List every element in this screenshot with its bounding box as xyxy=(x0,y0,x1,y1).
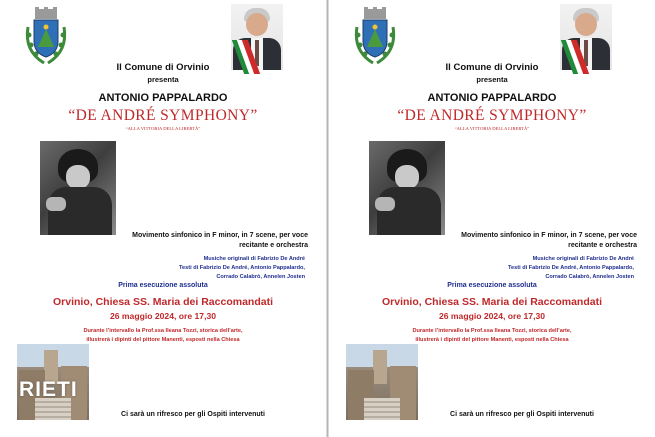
credits xyxy=(429,255,634,282)
show-subtitle: “ALLA VITTORIA DELLA LIBERTÀ” xyxy=(125,126,201,131)
intermission-line: illustrerà i dipinti del pittore Manenti, esposti nella Chiesa xyxy=(415,337,569,343)
credits-line: Corrado Calabrò, Annelen Josten xyxy=(216,274,305,280)
flyer-page-left xyxy=(0,0,326,437)
credits-line: Testi di Fabrizio De André, Antonio Pappalardo, xyxy=(179,265,305,271)
show-title: “DE ANDRÉ SYMPHONY” xyxy=(68,107,258,124)
credits-line: Corrado Calabrò, Annelen Josten xyxy=(545,274,634,280)
flyer-page-right xyxy=(329,0,655,437)
credits xyxy=(100,255,305,282)
intermission-note xyxy=(369,327,615,345)
presents-line: presenta xyxy=(147,75,179,84)
refreshment-note: Ci sarà un rifresco per gli Ospiti intervenuti xyxy=(450,411,594,418)
credits-line: Musiche originali di Fabrizio De André xyxy=(532,256,634,262)
venue: Orvinio, Chiesa SS. Maria dei Raccomandati xyxy=(382,296,602,308)
refreshment-note: Ci sarà un rifresco per gli Ospiti intervenuti xyxy=(121,411,265,418)
intermission-line: Durante l’intervallo la Prof.ssa Ileana Tozzi, storica dell’arte, xyxy=(412,328,572,334)
credits-line: Testi di Fabrizio De André, Antonio Pappalardo, xyxy=(508,265,634,271)
town-photo xyxy=(17,344,89,420)
intermission-line: Durante l’intervallo la Prof.ssa Ileana Tozzi, storica dell’arte, xyxy=(83,328,243,334)
presents-line: presenta xyxy=(476,75,508,84)
organizer-line: Il Comune di Orvinio xyxy=(116,62,210,73)
show-title: “DE ANDRÉ SYMPHONY” xyxy=(397,107,587,124)
intermission-note xyxy=(40,327,286,345)
work-description: Movimento sinfonico in F minor, in 7 scene, per voce recitante e orchestra xyxy=(461,232,637,249)
singer-photo xyxy=(40,141,116,235)
premiere-note: Prima esecuzione assoluta xyxy=(447,282,537,289)
event-date: 26 maggio 2024, ore 17,30 xyxy=(438,311,546,321)
intermission-line: illustrerà i dipinti del pittore Manenti, esposti nella Chiesa xyxy=(86,337,240,343)
town-photo xyxy=(346,344,418,420)
event-date: 26 maggio 2024, ore 17,30 xyxy=(109,311,217,321)
municipal-crest-icon xyxy=(22,7,70,67)
mayor-portrait xyxy=(560,4,612,70)
town-photo-caption: RIETI xyxy=(19,378,78,401)
singer-photo xyxy=(369,141,445,235)
premiere-note: Prima esecuzione assoluta xyxy=(118,282,208,289)
artist-name: ANTONIO PAPPALARDO xyxy=(98,92,228,104)
mayor-portrait xyxy=(231,4,283,70)
show-subtitle: “ALLA VITTORIA DELLA LIBERTÀ” xyxy=(454,126,530,131)
municipal-crest-icon xyxy=(351,7,399,67)
venue: Orvinio, Chiesa SS. Maria dei Raccomandati xyxy=(53,296,273,308)
organizer-line: Il Comune di Orvinio xyxy=(445,62,539,73)
work-description: Movimento sinfonico in F minor, in 7 scene, per voce recitante e orchestra xyxy=(132,232,308,249)
credits-line: Musiche originali di Fabrizio De André xyxy=(203,256,305,262)
artist-name: ANTONIO PAPPALARDO xyxy=(427,92,557,104)
